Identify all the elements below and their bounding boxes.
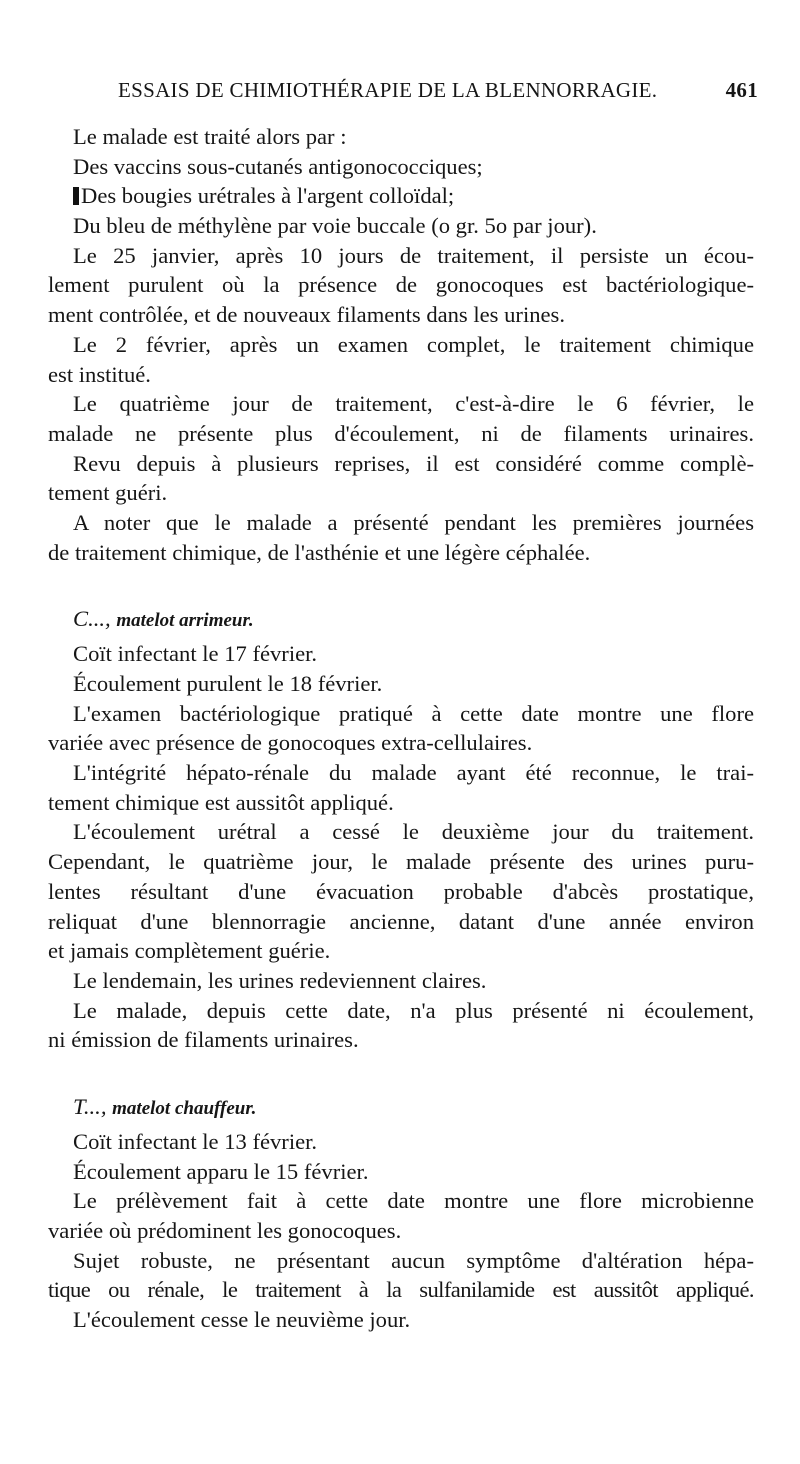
text-line: ment contrôlée, et de nouveaux filaments dans les urines. [48, 302, 565, 328]
text-line: Coït infectant le 17 février. [73, 641, 318, 667]
case-name: C..., [73, 606, 111, 632]
text-line: tement chimique est aussitôt appliqué. [48, 789, 394, 815]
text-line: A noter que le malade a présenté pendant les premières journées [73, 509, 754, 535]
text-line: Le lendemain, les urines redeviennent claires. [73, 967, 487, 993]
text-line: est institué. [48, 361, 151, 387]
text-line: tement guéri. [48, 480, 168, 506]
text-line: Le 2 février, après un examen complet, le traitement chimique [73, 331, 754, 357]
text-line: variée avec présence de gonocoques extra-cellulaires. [48, 730, 533, 756]
body-text [48, 122, 754, 1335]
text-line: Écoulement purulent le 18 février. [73, 671, 383, 696]
text-line: Coït infectant le 13 février. [73, 1128, 318, 1154]
ink-mark [73, 187, 79, 205]
text-line: Sujet robuste, ne présentant aucun symptôme d'altération hépa- [73, 1247, 754, 1273]
text-line: Le 25 janvier, après 10 jours de traitement, il persiste un écou- [73, 242, 754, 268]
section-gap [48, 567, 754, 599]
case-role: matelot chauffeur. [112, 1097, 257, 1119]
text-line: Le prélèvement fait à cette date montre une flore microbienne [73, 1188, 754, 1214]
text-line: L'écoulement urétral a cessé le deuxième jour du traitement. [73, 819, 754, 845]
text-line: lentes résultant d'une évacuation probable d'abcès prostatique, [48, 878, 754, 904]
page-number: 461 [725, 78, 758, 102]
text-line: Revu depuis à plusieurs reprises, il est considéré comme complè- [73, 450, 754, 476]
text-line: et jamais complètement guérie. [48, 938, 331, 964]
section-gap [48, 1055, 754, 1087]
text-line: Des bougies urétrales à l'argent colloïdal; [81, 183, 455, 209]
text-line-with-mark [48, 181, 754, 211]
text-line: Le malade est traité alors par : [73, 124, 347, 149]
case-name: T..., [73, 1093, 107, 1119]
text-line: reliquat d'une blennorragie ancienne, datant d'une année environ [48, 908, 754, 934]
text-line: variée où prédominent les gonocoques. [48, 1218, 402, 1243]
text-line: tique ou rénale, le traitement à la sulfanilamide est aussitôt appliqué. [48, 1277, 754, 1303]
page-header [118, 78, 758, 108]
text-line: Écoulement apparu le 15 février. [73, 1158, 369, 1184]
case-heading-t [48, 1087, 754, 1127]
text-line: L'examen bactériologique pratiqué à cette date montre une flore [73, 700, 754, 726]
case-role: matelot arrimeur. [116, 610, 254, 632]
text-line: Des vaccins sous-cutanés antigonococciques; [73, 153, 483, 179]
text-line: L'intégrité hépato-rénale du malade ayant été reconnue, le trai- [73, 760, 754, 786]
text-line: Du bleu de méthylène par voie buccale (o gr. 5o par jour). [73, 213, 597, 239]
text-line: ni émission de filaments urinaires. [48, 1027, 359, 1053]
text-line: Le quatrième jour de traitement, c'est-à-dire le 6 février, le [73, 391, 754, 417]
text-line: lement purulent où la présence de gonocoques est bactériologique- [48, 272, 754, 298]
text-line: Le malade, depuis cette date, n'a plus présenté ni écoulement, [73, 997, 754, 1023]
running-title: ESSAIS DE CHIMIOTHÉRAPIE DE LA BLENNORRAGIE. [118, 78, 658, 102]
case-heading-c [48, 599, 754, 639]
text-line: malade ne présente plus d'écoulement, ni de filaments urinaires. [48, 420, 754, 446]
text-line: Cependant, le quatrième jour, le malade présente des urines puru- [48, 849, 754, 875]
text-line: L'écoulement cesse le neuvième jour. [73, 1307, 411, 1333]
text-line: de traitement chimique, de l'asthénie et une légère céphalée. [48, 539, 591, 565]
